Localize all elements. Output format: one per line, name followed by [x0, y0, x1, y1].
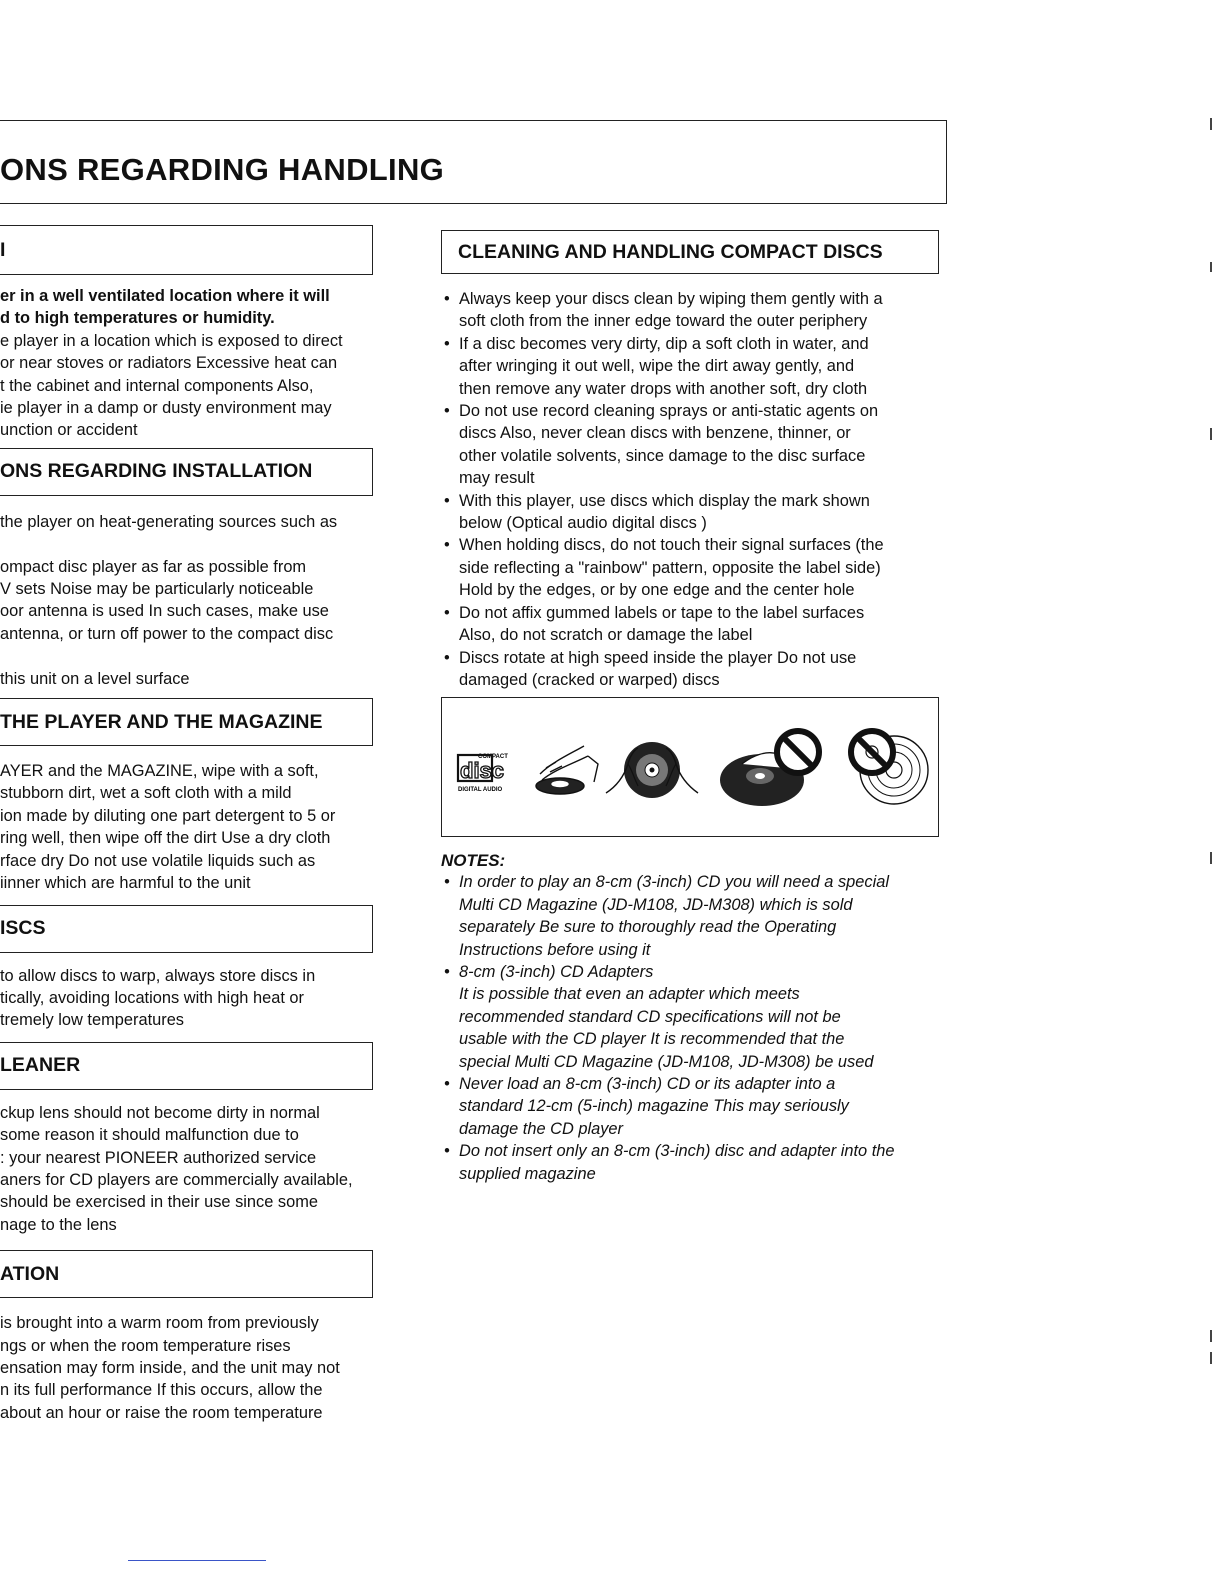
text-line: ie player in a damp or dusty environment may: [0, 399, 332, 418]
compact-disc-logo-icon: [458, 754, 508, 793]
text-line: AYER and the MAGAZINE, wipe with a soft,: [0, 762, 319, 781]
text-line: [0, 533, 373, 555]
text-line: ion made by diluting one part detergent to 5 or: [0, 806, 336, 825]
list-item: • Never load an 8-cm (3-inch) CD or its adapter into a standard 12-cm (5-inch) magazine This may seriously damage the CD player: [441, 1073, 939, 1140]
text-line: aners for CD players are commercially available,: [0, 1170, 353, 1189]
list-item: • With this player, use discs which display the mark shown below (Optical audio digital discs ): [441, 490, 939, 535]
edge-mark: [1210, 852, 1212, 864]
hand-holding-disc-icon: [536, 746, 598, 794]
text-line: oor antenna is used In such cases, make use: [0, 602, 329, 621]
text-line: rface dry Do not use volatile liquids such as: [0, 851, 316, 870]
section-heading-player-magazine: THE PLAYER AND THE MAGAZINE: [0, 698, 373, 746]
right-column: [441, 230, 939, 1185]
text-line: t the cabinet and internal components Also,: [0, 376, 314, 395]
text-line: : your nearest PIONEER authorized service: [0, 1148, 317, 1167]
list-item: • Discs rotate at high speed inside the player Do not use damaged (cracked or warped) discs: [441, 647, 939, 692]
text-line: ring well, then wipe off the dirt Use a dry cloth: [0, 829, 331, 848]
list-item: • In order to play an 8-cm (3-inch) CD you will need a special Multi CD Magazine (JD-M108, JD-M308) which is sold separately Be sure to thoroughly read the Operating Instructions before using it: [441, 871, 939, 961]
list-item: • Do not use record cleaning sprays or anti-static agents on discs Also, never clean discs with benzene, thinner, or other volatile solvents, since damage to the disc surface may result: [441, 400, 939, 490]
list-item: • When holding discs, do not touch their signal surfaces (the side reflecting a "rainbow" pattern, opposite the label side) Hold by the edges, or by one edge and the center hole: [441, 534, 939, 601]
text-line: er in a well ventilated location where it will: [0, 287, 330, 305]
svg-text:DIGITAL AUDIO: DIGITAL AUDIO: [458, 787, 503, 794]
list-item: • Always keep your discs clean by wiping them gently with a soft cloth from the inner edge toward the outer periphery: [441, 288, 939, 333]
text-line: should be exercised in their use since some: [0, 1193, 318, 1212]
section-heading-condensation: ATION: [0, 1250, 373, 1298]
text-line: or near stoves or radiators Excessive heat can: [0, 354, 338, 373]
prohibited-damaged-disc-icon: [851, 731, 928, 804]
list-item: • Do not affix gummed labels or tape to the label surfaces Also, do not scratch or damage the label: [441, 602, 939, 647]
svg-text:disc: disc: [460, 758, 505, 784]
text-line: about an hour or raise the room temperature: [0, 1403, 323, 1422]
list-item: • 8-cm (3-inch) CD Adapters It is possible that even an adapter which meets recommended standard CD specifications will not be usable with the CD player It is recommended that the special Multi CD Magazine (JD-M108, JD-M308) be used: [441, 961, 939, 1073]
text-line: [0, 645, 373, 667]
cleaning-bullet-list: [441, 288, 939, 691]
left-column: [0, 225, 373, 1424]
text-line: e player in a location which is exposed to direct: [0, 331, 343, 350]
section-heading-location: I: [0, 225, 373, 275]
text-line: nage to the lens: [0, 1215, 117, 1234]
text-line: is brought into a warm room from previously: [0, 1314, 319, 1333]
section-heading-installation: ONS REGARDING INSTALLATION: [0, 448, 373, 496]
edge-mark: [1210, 1330, 1212, 1342]
page-title: ONS REGARDING HANDLING: [0, 152, 445, 187]
text-line: the player on heat-generating sources such as: [0, 512, 338, 531]
text-line: ompact disc player as far as possible from: [0, 557, 307, 576]
svg-text:COMPACT: COMPACT: [478, 754, 508, 761]
text-line: to allow discs to warp, always store discs in: [0, 966, 316, 985]
edge-mark: [1210, 262, 1212, 272]
text-line: n its full performance If this occurs, allow the: [0, 1381, 323, 1400]
text-line: ckup lens should not become dirty in normal: [0, 1103, 320, 1122]
text-line: ngs or when the room temperature rises: [0, 1336, 291, 1355]
list-item: • If a disc becomes very dirty, dip a soft cloth in water, and after wringing it out well, wipe the dirt away gently, and then remove any water drops with another soft, dry cloth: [441, 333, 939, 400]
bottom-rule: [128, 1560, 266, 1561]
list-item: • Do not insert only an 8-cm (3-inch) disc and adapter into the supplied magazine: [441, 1140, 939, 1185]
text-line: V sets Noise may be particularly noticeable: [0, 580, 314, 599]
notes-title: NOTES:: [441, 851, 506, 871]
text-line: tically, avoiding locations with high heat or: [0, 988, 305, 1007]
notes-list: [441, 871, 939, 1185]
edge-mark: [1210, 1352, 1212, 1364]
text-line: antenna, or turn off power to the compact disc: [0, 624, 334, 643]
disc-illustrations: [442, 698, 938, 836]
edge-mark: [1210, 118, 1212, 130]
edge-mark: [1210, 428, 1212, 440]
text-line: stubborn dirt, wet a soft cloth with a mild: [0, 784, 292, 803]
text-line: tremely low temperatures: [0, 1011, 185, 1030]
text-line: ensation may form inside, and the unit may not: [0, 1358, 340, 1377]
section-heading-cleaner: LEANER: [0, 1042, 373, 1090]
section-heading-discs: ISCS: [0, 905, 373, 953]
prohibited-touch-surface-icon: [720, 731, 819, 806]
hands-holding-disc-edges-icon: [606, 742, 698, 798]
text-line: d to high temperatures or humidity.: [0, 309, 275, 328]
text-line: unction or accident: [0, 421, 138, 440]
section-heading-cleaning-discs: CLEANING AND HANDLING COMPACT DISCS: [441, 230, 939, 274]
text-line: some reason it should malfunction due to: [0, 1126, 299, 1145]
disc-handling-figure: [441, 697, 939, 837]
text-line: iinner which are harmful to the unit: [0, 874, 251, 893]
text-line: this unit on a level surface: [0, 669, 190, 688]
